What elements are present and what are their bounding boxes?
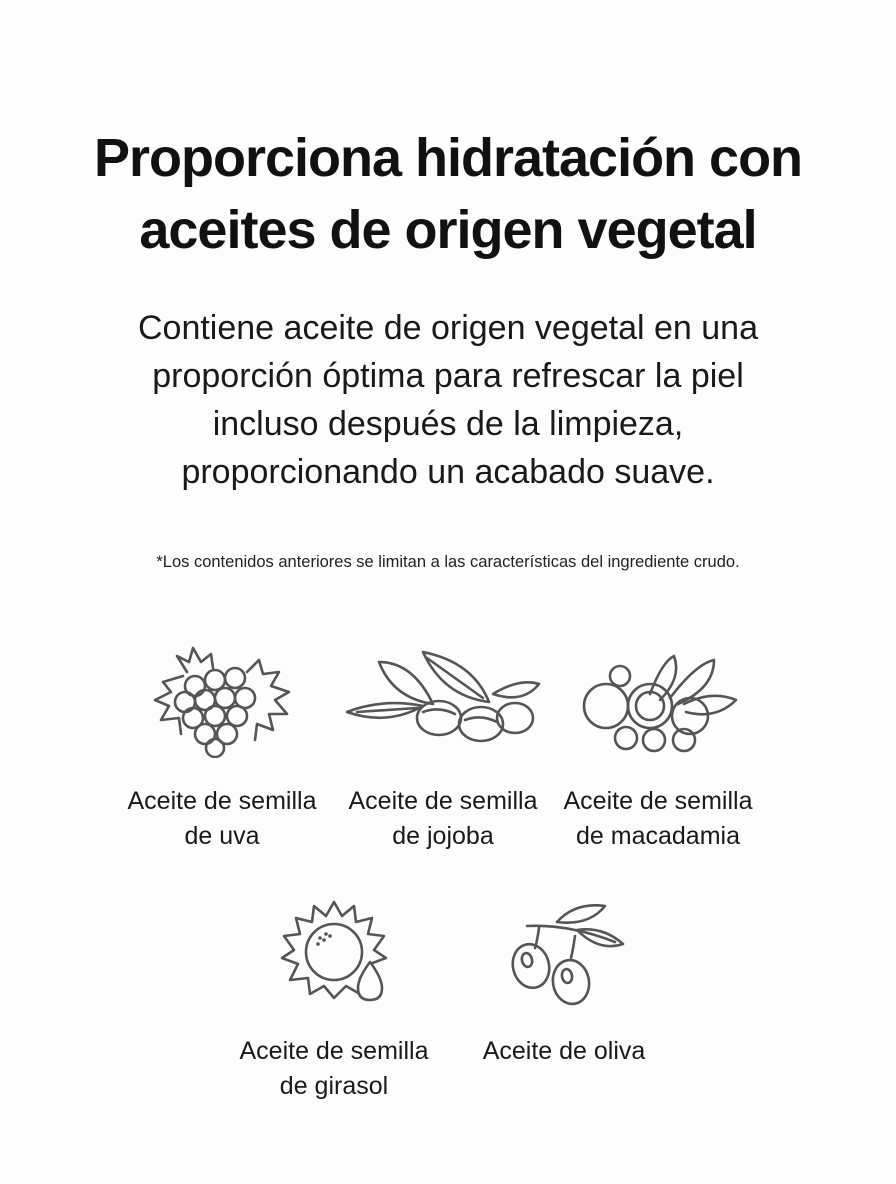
ingredient-olive	[454, 896, 674, 1069]
ingredient-label: Aceite de semilla de macadamia	[563, 787, 753, 850]
title-line-2: aceites de origen vegetal	[139, 200, 757, 260]
description-line-1: Contiene aceite de origen vegetal en una	[137, 309, 759, 347]
ingredient-macadamia	[548, 642, 768, 854]
description-line-3: incluso después de la limpieza,	[212, 405, 684, 443]
page-title	[0, 122, 896, 266]
ingredient-label: Aceite de semilla de uva	[127, 787, 317, 850]
description-line-2: proporción óptima para refrescar la piel	[152, 357, 744, 395]
ingredient-grape	[112, 642, 332, 854]
ingredient-sunflower	[224, 896, 444, 1104]
sunflower-icon	[274, 896, 394, 1008]
olive-icon	[499, 896, 629, 1008]
ingredient-label: Aceite de semilla de girasol	[239, 1037, 429, 1100]
description-line-4: proporcionando un acabado suave.	[181, 453, 715, 491]
title-line-1: Proporciona hidratación con	[93, 128, 803, 188]
ingredient-label: Aceite de semilla de jojoba	[348, 787, 538, 850]
disclaimer-note: *Los contenidos anteriores se limitan a las características del ingrediente crudo.	[156, 553, 740, 571]
jojoba-icon	[343, 642, 543, 758]
description	[0, 304, 896, 496]
ingredient-label: Aceite de oliva	[482, 1037, 646, 1065]
grape-icon	[147, 642, 297, 758]
ingredient-jojoba	[333, 642, 553, 854]
macadamia-icon	[578, 642, 738, 758]
